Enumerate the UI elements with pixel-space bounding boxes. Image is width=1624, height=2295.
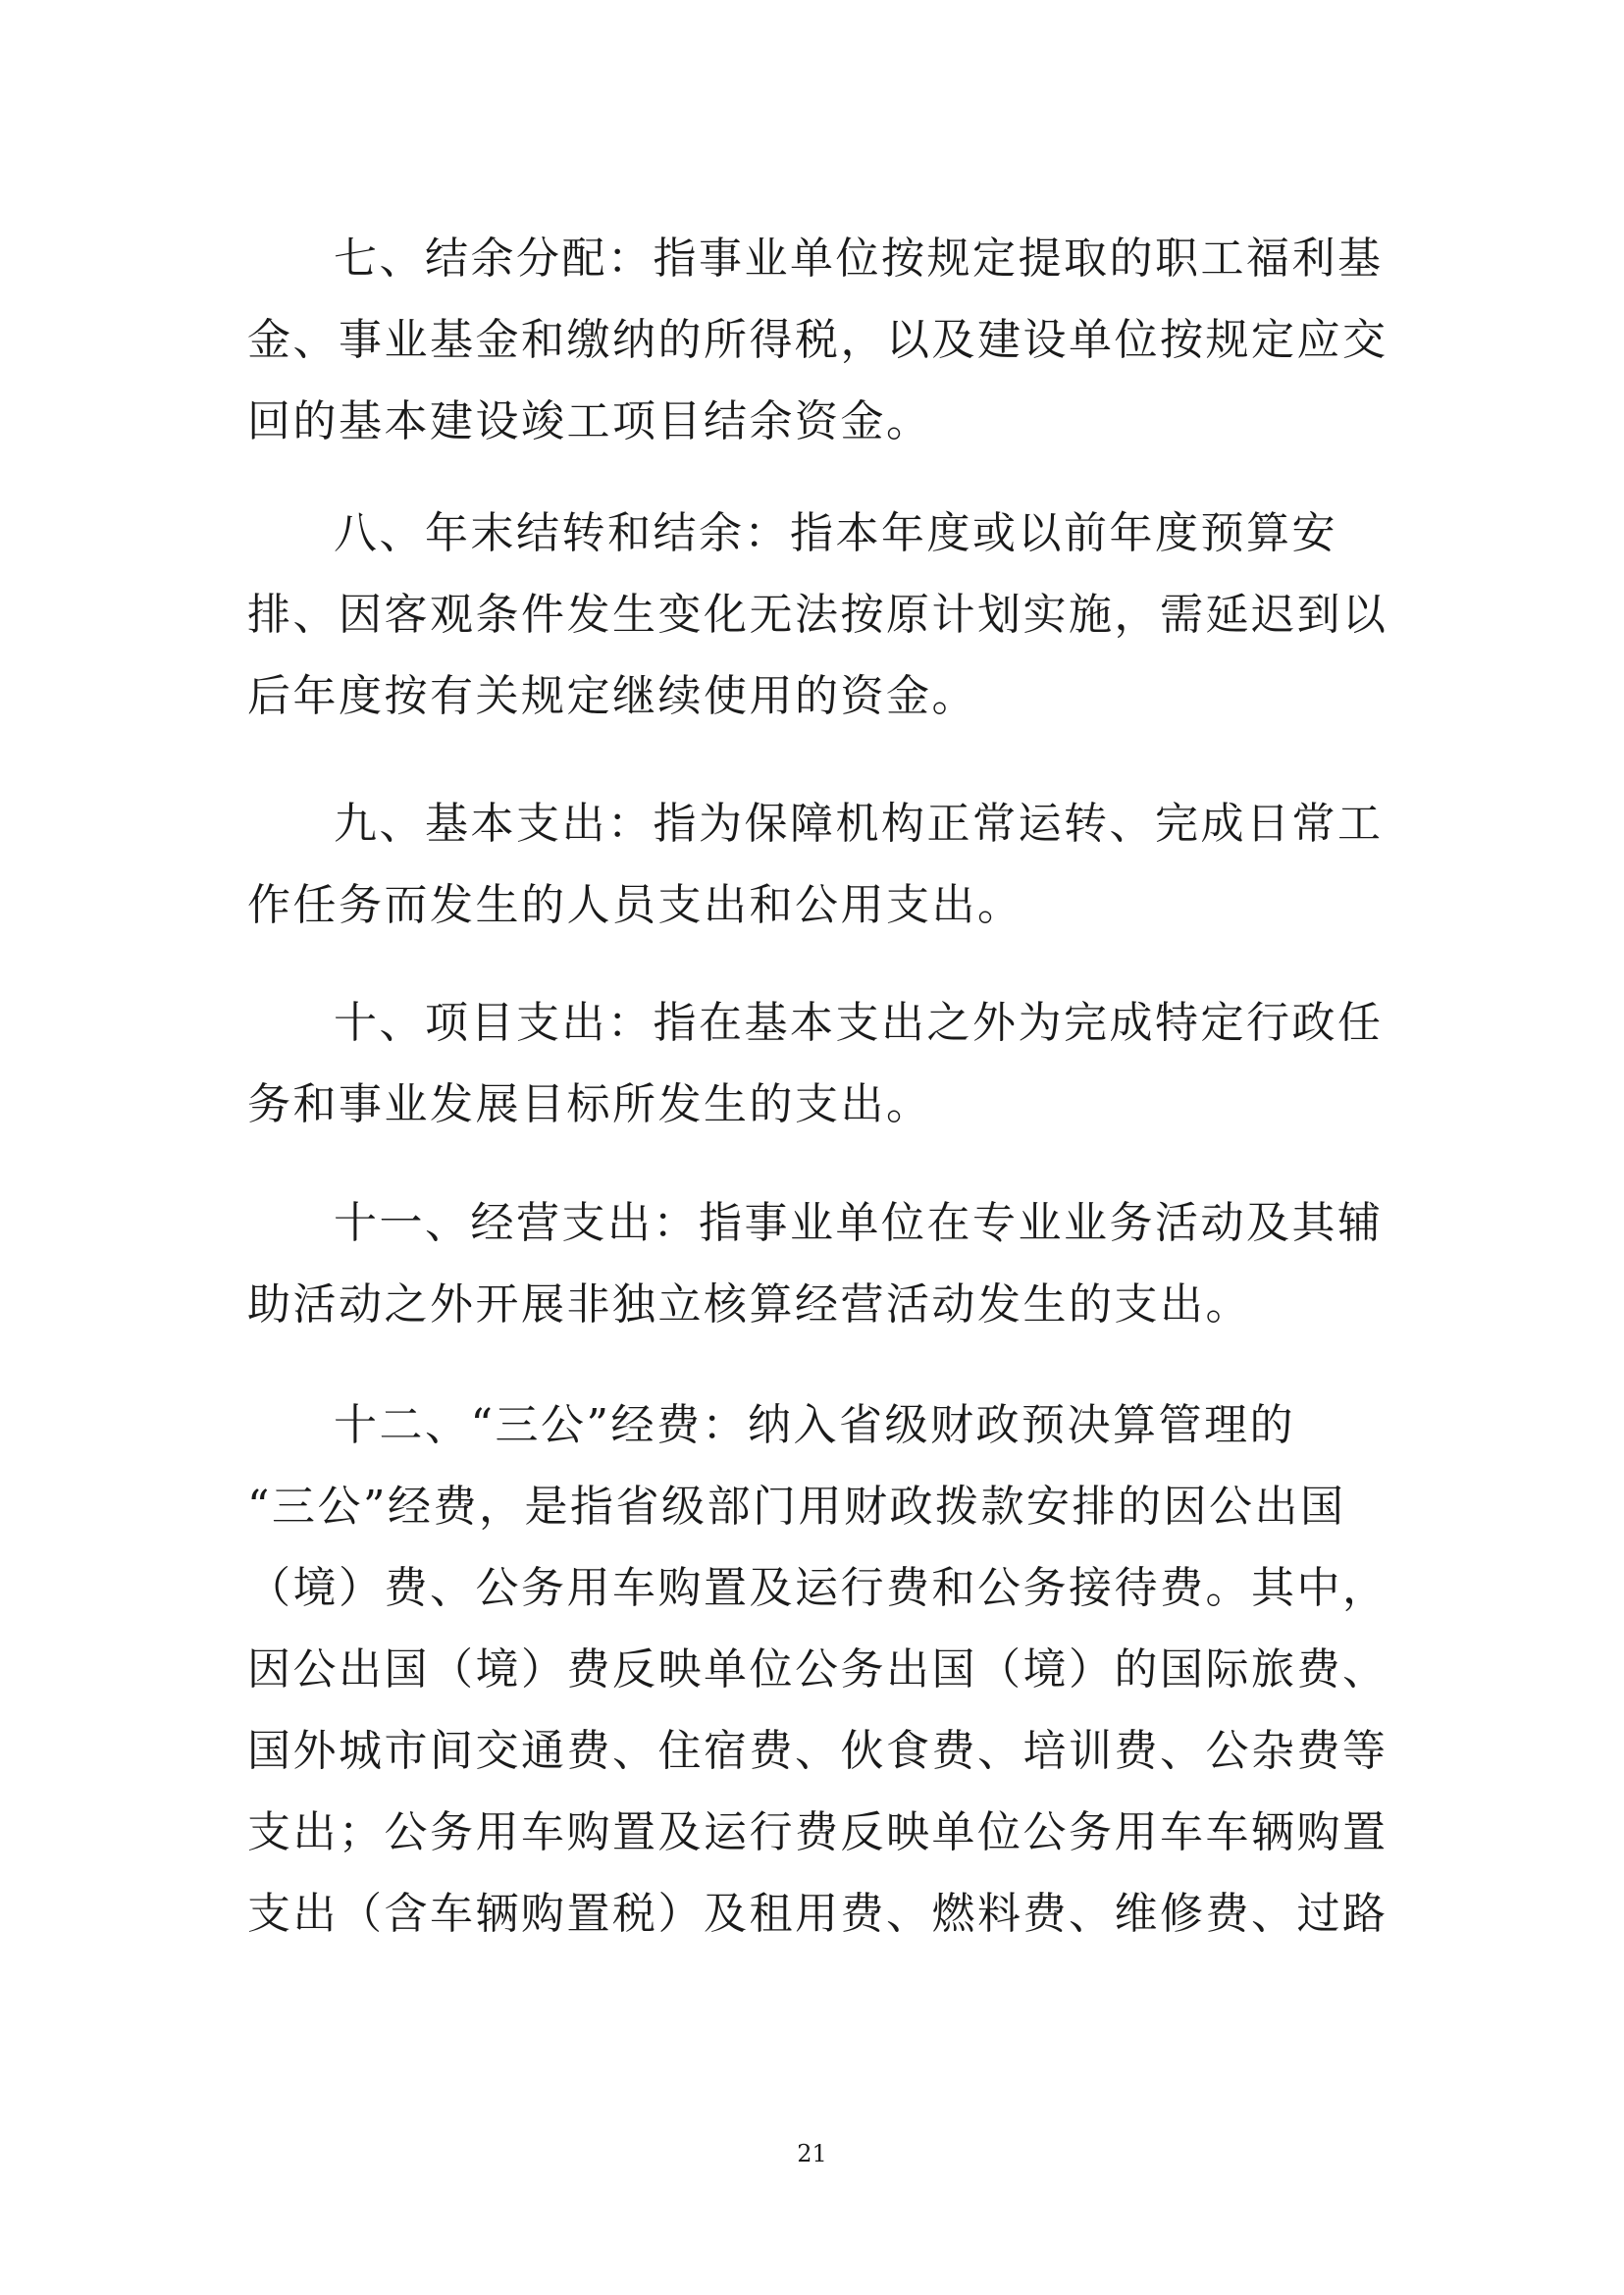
paragraph-8-year-end-carryover — [247, 493, 1388, 737]
paragraph-7-surplus-distribution — [247, 218, 1388, 462]
text-line: 国外城市间交通费、住宿费、伙食费、培训费、公杂费等 — [247, 1726, 1388, 1776]
text-line: 金、事业基金和缴纳的所得税，以及建设单位按规定应交 — [247, 315, 1388, 365]
text-line: 支出；公务用车购置及运行费反映单位公务用车车辆购置 — [247, 1807, 1388, 1857]
text-line: 助活动之外开展非独立核算经营活动发生的支出。 — [247, 1279, 1251, 1330]
text-line: 务和事业发展目标所发生的支出。 — [247, 1079, 932, 1129]
paragraph-10-project-expenditure — [247, 982, 1384, 1145]
text-line: 七、结余分配：指事业单位按规定提取的职工福利基 — [334, 234, 1384, 284]
text-line: 作任务而发生的人员支出和公用支出。 — [247, 880, 1023, 930]
text-line: 回的基本建设竣工项目结余资金。 — [247, 396, 932, 446]
text-line: 排、因客观条件发生变化无法按原计划实施，需延迟到以 — [247, 590, 1388, 640]
text-line: 八、年末结转和结余：指本年度或以前年度预算安 — [334, 508, 1337, 558]
text-line: （境）费、公务用车购置及运行费和公务接待费。其中， — [247, 1563, 1388, 1613]
paragraph-12-three-public-expenses — [247, 1384, 1388, 1955]
text-line: 十、项目支出：指在基本支出之外为完成特定行政任 — [334, 998, 1384, 1048]
text-line: 后年度按有关规定继续使用的资金。 — [247, 671, 977, 721]
text-line: 因公出国（境）费反映单位公务出国（境）的国际旅费、 — [247, 1644, 1388, 1695]
paragraph-11-operating-expenditure — [247, 1182, 1384, 1345]
text-line: 十二、“三公”经费：纳入省级财政预决算管理的 — [334, 1400, 1295, 1450]
page-number: 21 — [797, 2140, 827, 2167]
text-line: 十一、经营支出：指事业单位在专业业务活动及其辅 — [334, 1198, 1384, 1248]
text-line: “三公”经费，是指省级部门用财政拨款安排的因公出国 — [247, 1482, 1346, 1532]
text-line: 支出（含车辆购置税）及租用费、燃料费、维修费、过路 — [247, 1889, 1388, 1939]
paragraph-9-basic-expenditure — [247, 783, 1384, 946]
text-line: 九、基本支出：指为保障机构正常运转、完成日常工 — [334, 799, 1384, 849]
